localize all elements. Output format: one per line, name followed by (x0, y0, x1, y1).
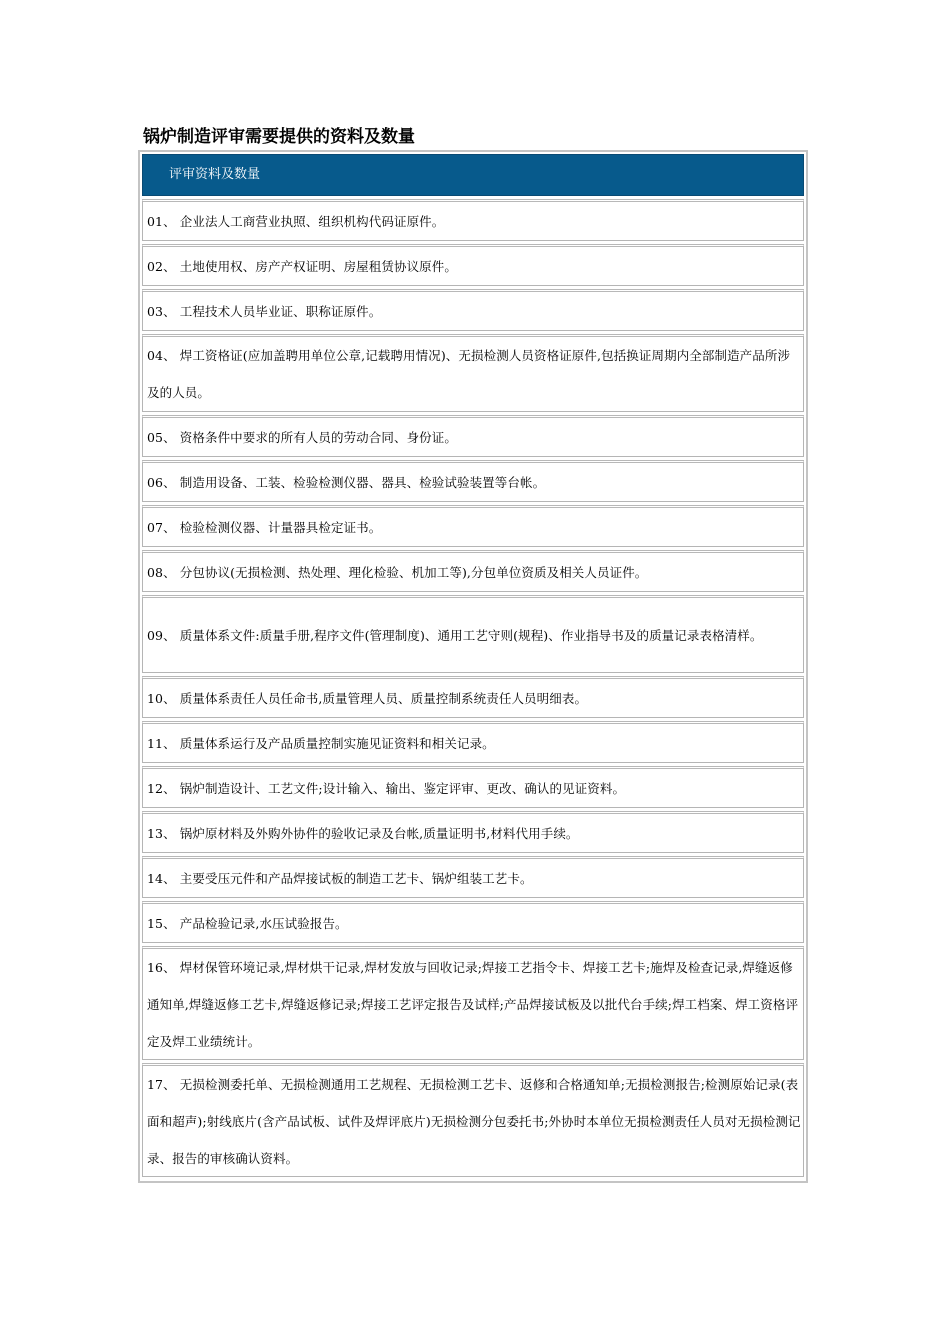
row-text: 11、 质量体系运行及产品质量控制实施见证资料和相关记录。 (147, 735, 495, 751)
row-text: 07、 检验检测仪器、计量器具检定证书。 (147, 519, 382, 535)
table-row (142, 901, 804, 943)
table-row (142, 334, 804, 412)
table-header: 评审资料及数量 (142, 154, 804, 196)
table-row (142, 676, 804, 718)
table-row (142, 1063, 804, 1177)
table-row (142, 595, 804, 673)
row-text: 06、 制造用设备、工装、检验检测仪器、器具、检验试验装置等台帐。 (147, 474, 546, 490)
row-text: 17、 无损检测委托单、无损检测通用工艺规程、无损检测工艺卡、返修和合格通知单;无损检测报告;检测原始记录(表面和超声);射线底片(含产品试板、试件及焊评底片)无损检测分包委托书;外协时本单位无损检测责任人员对无损检测记录、报告的审核确认资料。 (147, 1076, 801, 1166)
table-body (142, 199, 804, 1177)
table-row (142, 721, 804, 763)
table-row (142, 766, 804, 808)
table-row (142, 199, 804, 241)
table-row (142, 946, 804, 1060)
table-row (142, 244, 804, 286)
table-row (142, 289, 804, 331)
table-row (142, 460, 804, 502)
row-text: 05、 资格条件中要求的所有人员的劳动合同、身份证。 (147, 429, 457, 445)
row-text: 04、 焊工资格证(应加盖聘用单位公章,记载聘用情况)、无损检测人员资格证原件,包括换证周期内全部制造产品所涉及的人员。 (147, 348, 791, 400)
table-row (142, 856, 804, 898)
row-text: 16、 焊材保管环境记录,焊材烘干记录,焊材发放与回收记录;焊接工艺指令卡、焊接工艺卡;施焊及检查记录,焊缝返修通知单,焊缝返修工艺卡,焊缝返修记录;焊接工艺评定报告及试样;产品焊接试板及以批代台手续;焊工档案、焊工资格评定及焊工业绩统计。 (147, 959, 799, 1049)
table-row (142, 505, 804, 547)
table-row (142, 811, 804, 853)
materials-table (138, 150, 808, 1183)
document-title: 锅炉制造评审需要提供的资料及数量 (143, 127, 415, 147)
row-text: 08、 分包协议(无损检测、热处理、理化检验、机加工等),分包单位资质及相关人员证件。 (147, 564, 648, 580)
row-text: 10、 质量体系责任人员任命书,质量管理人员、质量控制系统责任人员明细表。 (147, 690, 588, 706)
row-text: 15、 产品检验记录,水压试验报告。 (147, 915, 348, 931)
row-text: 14、 主要受压元件和产品焊接试板的制造工艺卡、锅炉组装工艺卡。 (147, 870, 533, 886)
row-text: 09、 质量体系文件:质量手册,程序文件(管理制度)、通用工艺守则(规程)、作业指导书及的质量记录表格清样。 (147, 627, 763, 643)
table-row (142, 415, 804, 457)
table-row (142, 550, 804, 592)
row-text: 03、 工程技术人员毕业证、职称证原件。 (147, 303, 382, 319)
row-text: 02、 土地使用权、房产产权证明、房屋租赁协议原件。 (147, 258, 457, 274)
row-text: 12、 锅炉制造设计、工艺文件;设计输入、输出、鉴定评审、更改、确认的见证资料。 (147, 780, 626, 796)
row-text: 13、 锅炉原材料及外购外协件的验收记录及台帐,质量证明书,材料代用手续。 (147, 825, 579, 841)
row-text: 01、 企业法人工商营业执照、组织机构代码证原件。 (147, 213, 445, 229)
